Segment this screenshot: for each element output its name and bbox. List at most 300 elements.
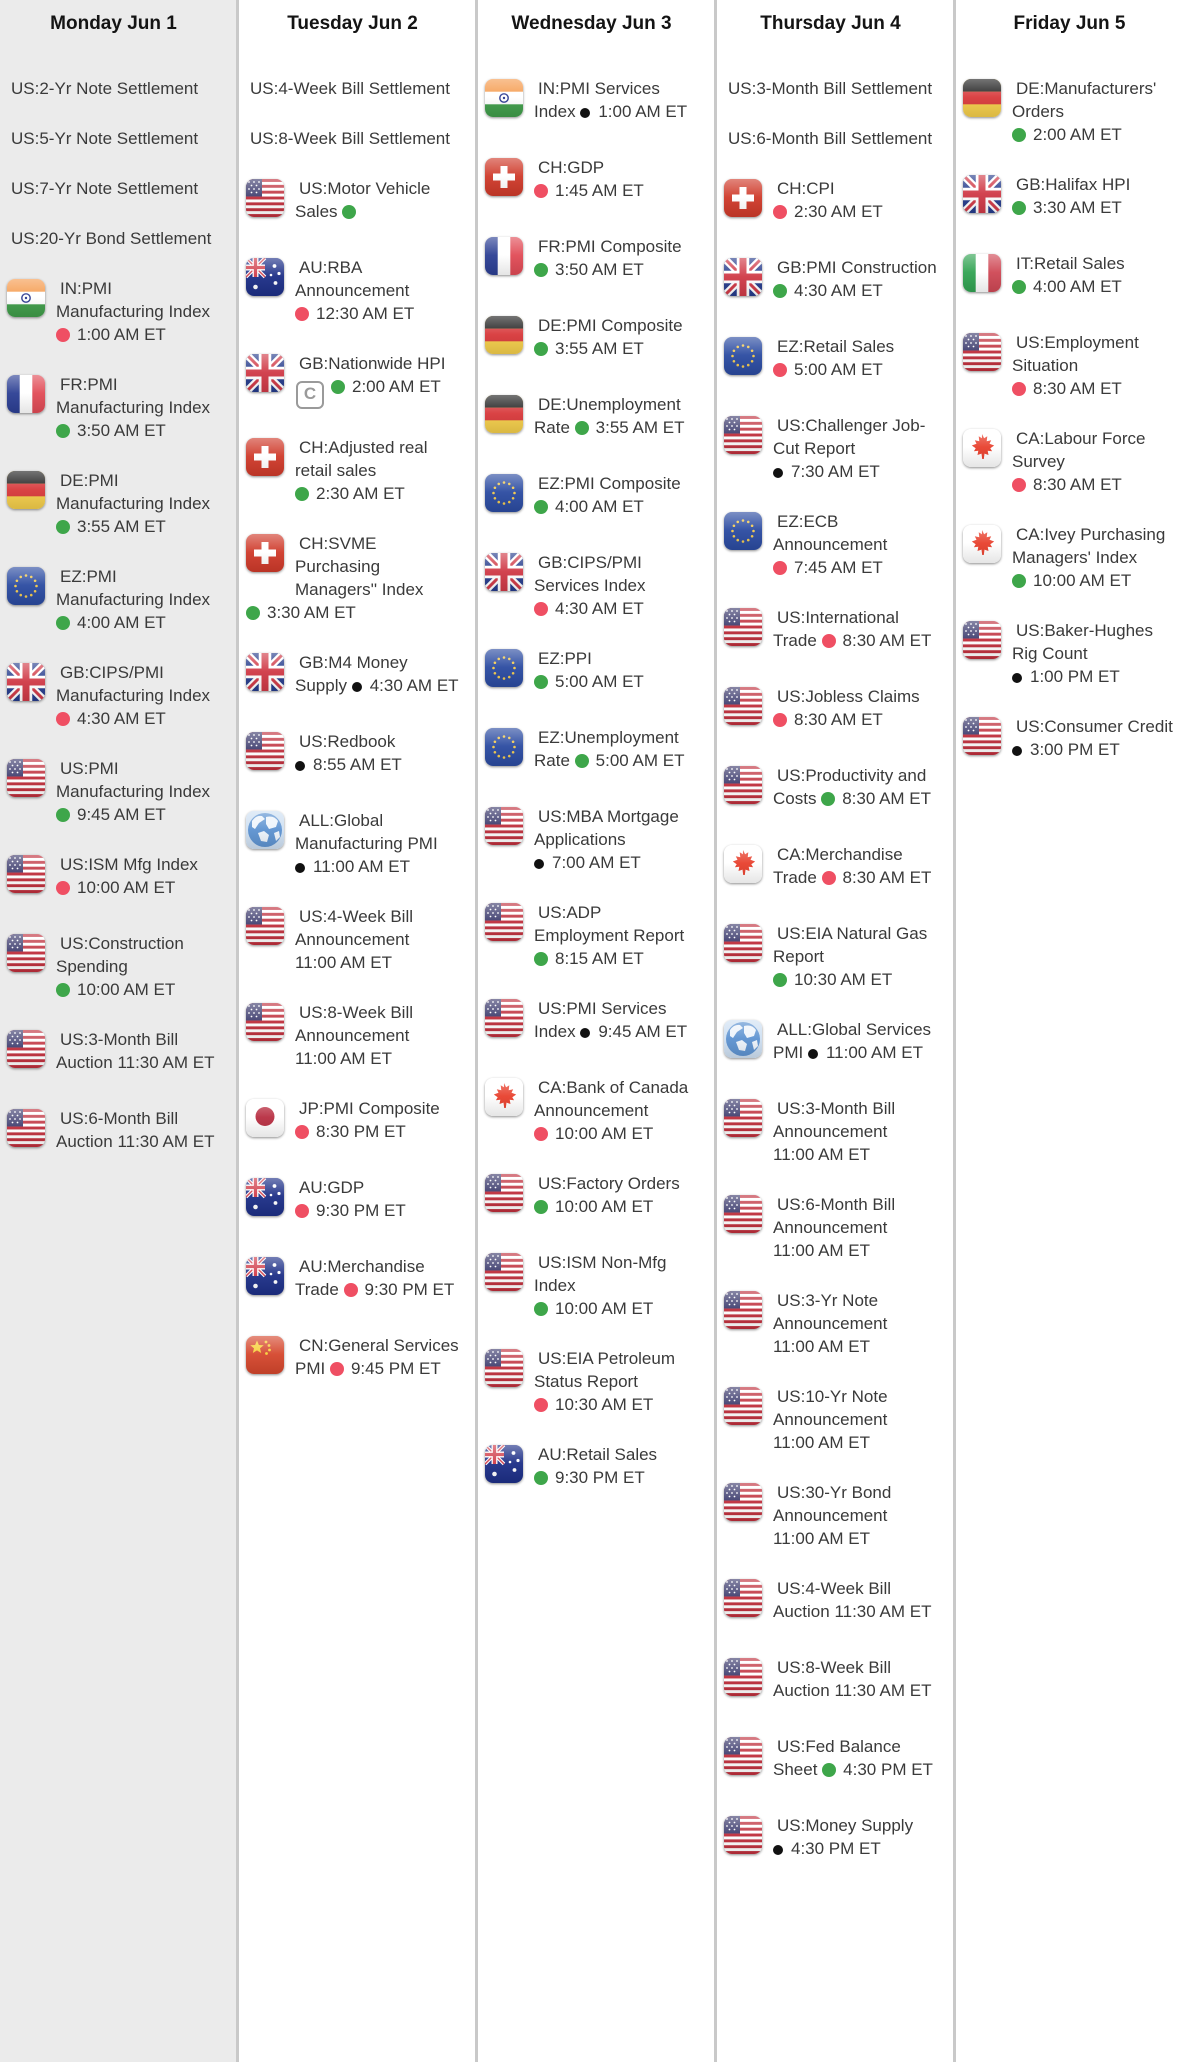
event-row[interactable] <box>7 1028 220 1080</box>
event-time: 11:00 AM ET <box>773 1529 871 1548</box>
event-time: 2:30 AM ET <box>295 484 405 503</box>
event-row[interactable] <box>485 393 698 445</box>
event-time: 10:30 AM ET <box>534 1395 653 1414</box>
release-red-dot-icon <box>773 713 787 727</box>
event-row[interactable] <box>7 757 220 826</box>
event-time: 4:30 AM ET <box>773 281 883 300</box>
flag-us-icon <box>724 416 762 454</box>
event-row[interactable] <box>724 685 937 737</box>
release-green-dot-icon <box>295 487 309 501</box>
event-row[interactable] <box>724 77 937 100</box>
event-row[interactable] <box>724 1735 937 1787</box>
flag-us-icon <box>485 807 523 845</box>
release-green-dot-icon <box>534 1200 548 1214</box>
event-row[interactable] <box>485 551 698 620</box>
release-red-dot-icon <box>822 871 836 885</box>
event-time: 3:30 AM ET <box>246 603 356 622</box>
event-time: 11:00 AM ET <box>773 1337 871 1356</box>
event-title: DE:PMI Manufacturing Index <box>56 471 211 513</box>
event-title: US:PMI Manufacturing Index <box>56 759 211 801</box>
event-title: US:7-Yr Note Settlement <box>11 179 199 198</box>
event-time: 8:15 AM ET <box>534 949 644 968</box>
release-green-dot-icon <box>534 342 548 356</box>
event-title: US:5-Yr Note Settlement <box>11 129 199 148</box>
flag-us-icon <box>7 1109 45 1147</box>
event-row[interactable] <box>246 1255 459 1307</box>
flag-us-icon <box>724 1816 762 1854</box>
release-green-dot-icon <box>56 520 70 534</box>
event-row[interactable] <box>963 331 1176 400</box>
event-time: 2:30 AM ET <box>773 202 883 221</box>
event-title: CA:Ivey Purchasing Managers' Index <box>1012 525 1166 567</box>
flag-all-icon <box>724 1020 762 1058</box>
flag-us-icon <box>724 1291 762 1329</box>
event-row[interactable] <box>724 1656 937 1708</box>
flag-us-icon <box>485 1174 523 1212</box>
event-time: 9:45 AM ET <box>56 805 166 824</box>
event-title: GB:Halifax HPI <box>1016 175 1131 194</box>
flag-au-icon <box>246 1257 284 1295</box>
event-row[interactable] <box>724 1577 937 1629</box>
event-title: GB:CIPS/PMI Services Index <box>534 553 646 595</box>
release-black-dot-icon <box>295 863 305 873</box>
event-row[interactable] <box>963 523 1176 592</box>
event-title: US:Fed Balance Sheet <box>773 1737 901 1779</box>
day-column-monday <box>0 0 239 2062</box>
flag-us-icon <box>724 608 762 646</box>
event-title: DE:Unemployment Rate <box>534 395 681 437</box>
flag-us-icon <box>246 1003 284 1041</box>
event-title: US:Jobless Claims <box>777 687 920 706</box>
release-red-dot-icon <box>295 1125 309 1139</box>
day-column-wednesday <box>478 0 717 2062</box>
event-row[interactable] <box>246 127 459 150</box>
release-green-dot-icon <box>821 792 835 806</box>
event-row[interactable] <box>724 843 937 895</box>
flag-all-icon <box>246 811 284 849</box>
flag-ch-icon <box>246 438 284 476</box>
flag-us-icon <box>246 732 284 770</box>
event-title: EZ:Unemployment Rate <box>534 728 679 770</box>
event-title: EZ:PPI <box>538 649 592 668</box>
flag-ca-icon <box>724 845 762 883</box>
event-title: US:Consumer Credit <box>1016 717 1173 736</box>
event-row[interactable] <box>246 730 459 782</box>
event-title: US:ISM Mfg Index <box>60 855 198 874</box>
event-row[interactable] <box>7 932 220 1001</box>
flag-de-icon <box>7 471 45 509</box>
event-row[interactable] <box>724 127 937 150</box>
event-time: 11:30 AM ET <box>834 1681 932 1700</box>
event-row[interactable] <box>724 510 937 579</box>
event-row[interactable] <box>246 436 459 505</box>
flag-us-icon <box>485 1253 523 1291</box>
day-header: Wednesday Jun 3 <box>511 13 672 34</box>
flag-us-icon <box>7 855 45 893</box>
event-time: 11:30 AM ET <box>117 1053 215 1072</box>
event-row[interactable] <box>7 565 220 634</box>
release-green-dot-icon <box>822 1763 836 1777</box>
event-time: 3:30 AM ET <box>1012 198 1122 217</box>
event-time: 9:45 AM ET <box>580 1022 687 1041</box>
event-row[interactable] <box>246 1097 459 1149</box>
event-row[interactable] <box>724 177 937 229</box>
event-time: 2:00 AM ET <box>331 377 441 396</box>
event-title: AU:GDP <box>299 1178 364 1197</box>
event-row[interactable] <box>246 1176 459 1228</box>
event-time: 3:50 AM ET <box>56 421 166 440</box>
event-row[interactable] <box>724 1385 937 1454</box>
release-black-dot-icon <box>808 1049 818 1059</box>
flag-fr-icon <box>485 237 523 275</box>
event-time: 4:30 AM ET <box>352 676 459 695</box>
event-title: IT:Retail Sales <box>1016 254 1125 273</box>
flag-it-icon <box>963 254 1001 292</box>
flag-us-icon <box>485 999 523 1037</box>
event-row[interactable] <box>246 256 459 325</box>
flag-de-icon <box>485 395 523 433</box>
event-title: US:EIA Petroleum Status Report <box>534 1349 676 1391</box>
event-title: GB:PMI Construction <box>777 258 937 277</box>
event-row[interactable] <box>485 1443 698 1495</box>
release-green-dot-icon <box>534 263 548 277</box>
release-green-dot-icon <box>342 205 356 219</box>
release-green-dot-icon <box>1012 128 1026 142</box>
event-row[interactable] <box>7 77 220 100</box>
event-row[interactable] <box>724 414 937 483</box>
flag-ch-icon <box>246 534 284 572</box>
event-row[interactable] <box>724 1289 937 1358</box>
release-black-dot-icon <box>773 1845 783 1855</box>
event-row[interactable] <box>246 532 459 624</box>
release-green-dot-icon <box>1012 280 1026 294</box>
event-title: US:3-Month Bill Settlement <box>728 79 933 98</box>
event-title: ALL:Global Manufacturing PMI <box>295 811 438 853</box>
event-title: US:MBA Mortgage Applications <box>534 807 679 849</box>
event-row[interactable] <box>724 1481 937 1550</box>
event-title: CA:Labour Force Survey <box>1012 429 1146 471</box>
event-title: GB:Nationwide HPI <box>299 354 446 373</box>
flag-au-icon <box>246 1178 284 1216</box>
flag-gb-icon <box>7 663 45 701</box>
event-time: 10:00 AM ET <box>1012 571 1131 590</box>
flag-us-icon <box>963 333 1001 371</box>
event-row[interactable] <box>485 1251 698 1320</box>
day-header: Friday Jun 5 <box>1013 13 1126 34</box>
flag-us-icon <box>7 1030 45 1068</box>
event-time: 4:30 AM ET <box>56 709 166 728</box>
event-title: EZ:PMI Manufacturing Index <box>56 567 211 609</box>
event-row[interactable] <box>963 427 1176 496</box>
flag-cn-icon <box>246 1336 284 1374</box>
flag-in-icon <box>485 79 523 117</box>
event-row[interactable] <box>724 606 937 658</box>
release-green-dot-icon <box>56 983 70 997</box>
event-row[interactable] <box>7 661 220 730</box>
event-time: 8:30 PM ET <box>295 1122 406 1141</box>
event-time: 11:00 AM ET <box>295 857 410 876</box>
event-title: CN:General Services PMI <box>295 1336 459 1378</box>
event-row[interactable] <box>7 469 220 538</box>
event-time: 3:55 AM ET <box>534 339 644 358</box>
event-title: CH:CPI <box>777 179 835 198</box>
event-title: US:Motor Vehicle Sales <box>295 179 431 221</box>
event-row[interactable] <box>485 1172 698 1224</box>
flag-us-icon <box>724 766 762 804</box>
event-time: 9:45 PM ET <box>330 1359 441 1378</box>
event-title: US:Construction Spending <box>56 934 184 976</box>
flag-au-icon <box>485 1445 523 1483</box>
flag-gb-icon <box>246 354 284 392</box>
event-row[interactable] <box>724 764 937 816</box>
day-header: Thursday Jun 4 <box>760 13 901 34</box>
event-row[interactable] <box>963 77 1176 146</box>
event-row[interactable] <box>246 1001 459 1070</box>
event-time: 11:00 AM ET <box>295 1049 393 1068</box>
event-title: AU:Merchandise Trade <box>295 1257 425 1299</box>
flag-us-icon <box>724 687 762 725</box>
release-green-dot-icon <box>534 1302 548 1316</box>
event-row[interactable] <box>485 156 698 208</box>
flag-au-icon <box>246 258 284 296</box>
event-time: 4:30 PM ET <box>773 1839 881 1858</box>
event-time: 11:30 AM ET <box>834 1602 932 1621</box>
event-time: 11:00 AM ET <box>808 1043 923 1062</box>
flag-us-icon <box>724 1737 762 1775</box>
flag-ca-icon <box>963 525 1001 563</box>
release-red-dot-icon <box>773 363 787 377</box>
release-black-dot-icon <box>352 682 362 692</box>
event-title: US:10-Yr Note Announcement <box>773 1387 888 1429</box>
release-green-dot-icon <box>575 754 589 768</box>
event-title: IN:PMI Services Index <box>534 79 660 121</box>
event-row[interactable] <box>724 1814 937 1866</box>
event-row[interactable] <box>246 352 459 409</box>
release-red-dot-icon <box>330 1362 344 1376</box>
event-time: 10:00 AM ET <box>534 1124 653 1143</box>
event-title: EZ:Retail Sales <box>777 337 895 356</box>
event-row[interactable] <box>724 1018 937 1070</box>
event-title: DE:PMI Composite <box>538 316 683 335</box>
flag-us-icon <box>963 621 1001 659</box>
event-row[interactable] <box>246 905 459 974</box>
event-row[interactable] <box>963 173 1176 225</box>
event-time: 9:30 PM ET <box>295 1201 406 1220</box>
flag-eu-icon <box>724 512 762 550</box>
flag-fr-icon <box>7 375 45 413</box>
release-green-dot-icon <box>534 675 548 689</box>
event-time <box>342 202 363 221</box>
flag-us-icon <box>724 1195 762 1233</box>
event-row[interactable] <box>485 647 698 699</box>
flag-eu-icon <box>485 474 523 512</box>
event-row[interactable] <box>724 1193 937 1262</box>
event-row[interactable] <box>485 1347 698 1416</box>
flag-us-icon <box>7 934 45 972</box>
event-time: 8:30 AM ET <box>1012 475 1122 494</box>
release-red-dot-icon <box>773 561 787 575</box>
event-title: ALL:Global Services PMI <box>773 1020 932 1062</box>
release-red-dot-icon <box>295 1204 309 1218</box>
event-row[interactable] <box>724 922 937 991</box>
event-title: FR:PMI Composite <box>538 237 682 256</box>
event-row[interactable] <box>724 335 937 387</box>
event-row[interactable] <box>7 277 220 346</box>
release-green-dot-icon <box>575 421 589 435</box>
flag-us-icon <box>724 1387 762 1425</box>
release-black-dot-icon <box>580 1028 590 1038</box>
event-row[interactable] <box>246 177 459 229</box>
flag-us-icon <box>724 1483 762 1521</box>
event-title: US:2-Yr Note Settlement <box>11 79 199 98</box>
release-red-dot-icon <box>295 307 309 321</box>
flag-us-icon <box>724 1099 762 1137</box>
release-green-dot-icon <box>246 606 260 620</box>
event-row[interactable] <box>485 472 698 524</box>
event-time: 10:00 AM ET <box>56 878 175 897</box>
event-row[interactable] <box>724 1097 937 1166</box>
event-title: US:3-Month Bill Announcement <box>773 1099 896 1141</box>
event-time: 4:30 PM ET <box>822 1760 933 1779</box>
event-time: 4:00 AM ET <box>1012 277 1122 296</box>
event-title: US:30-Yr Bond Announcement <box>773 1483 892 1525</box>
flag-ch-icon <box>724 179 762 217</box>
event-title: US:Challenger Job-Cut Report <box>773 416 926 458</box>
event-title: EZ:ECB Announcement <box>773 512 888 554</box>
event-row[interactable] <box>246 809 459 878</box>
release-red-dot-icon <box>534 1398 548 1412</box>
release-red-dot-icon <box>56 712 70 726</box>
event-time: 5:00 AM ET <box>773 360 883 379</box>
event-title: US:6-Month Bill Announcement <box>773 1195 896 1237</box>
event-title: US:8-Week Bill Announcement <box>295 1003 413 1045</box>
event-title: US:Productivity and Costs <box>773 766 927 808</box>
event-time: 8:30 AM ET <box>773 710 883 729</box>
event-row[interactable] <box>485 805 698 874</box>
flag-de-icon <box>963 79 1001 117</box>
event-time: 11:00 AM ET <box>295 953 393 972</box>
release-black-dot-icon <box>773 468 783 478</box>
event-time: 5:00 AM ET <box>575 751 685 770</box>
release-green-dot-icon <box>534 952 548 966</box>
event-time: 12:30 AM ET <box>295 304 414 323</box>
event-row[interactable] <box>485 77 698 129</box>
flag-gb-icon <box>724 258 762 296</box>
event-time: 7:00 AM ET <box>534 853 641 872</box>
event-row[interactable] <box>963 252 1176 304</box>
event-title: US:6-Month Bill Auction <box>56 1109 179 1151</box>
release-green-dot-icon <box>56 616 70 630</box>
event-title: US:20-Yr Bond Settlement <box>11 229 212 248</box>
release-red-dot-icon <box>534 184 548 198</box>
event-row[interactable] <box>7 227 220 250</box>
event-row[interactable] <box>246 77 459 100</box>
event-row[interactable] <box>246 651 459 703</box>
event-time: 8:55 AM ET <box>295 755 402 774</box>
event-time: 3:55 AM ET <box>575 418 685 437</box>
event-time: 11:00 AM ET <box>773 1241 871 1260</box>
flag-us-icon <box>246 179 284 217</box>
release-red-dot-icon <box>822 634 836 648</box>
event-title: US:3-Yr Note Announcement <box>773 1291 888 1333</box>
day-column-tuesday <box>239 0 478 2062</box>
event-title: CH:SVME Purchasing Managers'' Index <box>295 534 424 599</box>
event-time: 2:00 AM ET <box>1012 125 1122 144</box>
event-title: US:PMI Services Index <box>534 999 667 1041</box>
event-title: US:International Trade <box>773 608 899 650</box>
event-title: US:ADP Employment Report <box>534 903 685 945</box>
event-row[interactable] <box>7 177 220 200</box>
event-row[interactable] <box>7 1107 220 1159</box>
event-title: US:6-Month Bill Settlement <box>728 129 933 148</box>
event-title: GB:M4 Money Supply <box>295 653 408 695</box>
event-time: 8:30 AM ET <box>822 631 932 650</box>
consensus-icon: C <box>296 381 324 409</box>
event-title: US:Factory Orders <box>538 1174 680 1193</box>
day-header: Monday Jun 1 <box>50 13 177 34</box>
event-row[interactable] <box>7 853 220 905</box>
release-green-dot-icon <box>56 424 70 438</box>
event-row[interactable] <box>7 127 220 150</box>
event-title: IN:PMI Manufacturing Index <box>56 279 211 321</box>
event-row[interactable] <box>963 715 1176 767</box>
release-black-dot-icon <box>534 859 544 869</box>
release-green-dot-icon <box>1012 574 1026 588</box>
event-row[interactable] <box>724 256 937 308</box>
event-time: 1:00 AM ET <box>580 102 687 121</box>
event-row[interactable] <box>485 997 698 1049</box>
release-black-dot-icon <box>1012 673 1022 683</box>
flag-us-icon <box>485 1349 523 1387</box>
event-time: 10:00 AM ET <box>534 1299 653 1318</box>
event-row[interactable] <box>485 1076 698 1145</box>
event-title: US:8-Week Bill Settlement <box>250 129 450 148</box>
flag-ca-icon <box>963 429 1001 467</box>
event-row[interactable] <box>246 1334 459 1386</box>
event-row[interactable] <box>485 726 698 778</box>
event-title: CA:Bank of Canada Announcement <box>534 1078 689 1120</box>
event-title: EZ:PMI Composite <box>538 474 681 493</box>
event-time: 1:45 AM ET <box>534 181 644 200</box>
event-title: US:Money Supply <box>777 1816 914 1835</box>
release-green-dot-icon <box>331 380 345 394</box>
flag-jp-icon <box>246 1099 284 1137</box>
flag-in-icon <box>7 279 45 317</box>
event-title: FR:PMI Manufacturing Index <box>56 375 211 417</box>
event-row[interactable] <box>7 373 220 442</box>
event-row[interactable] <box>963 619 1176 688</box>
flag-us-icon <box>963 717 1001 755</box>
event-title: US:Redbook <box>299 732 396 751</box>
event-time: 10:30 AM ET <box>773 970 892 989</box>
event-row[interactable] <box>485 901 698 970</box>
event-title: US:8-Week Bill Auction <box>773 1658 891 1700</box>
event-time: 4:00 AM ET <box>56 613 166 632</box>
event-time: 3:00 PM ET <box>1012 740 1120 759</box>
event-title: DE:Manufacturers' Orders <box>1012 79 1157 121</box>
event-time: 1:00 AM ET <box>56 325 166 344</box>
day-header: Tuesday Jun 2 <box>287 13 418 34</box>
event-time: 3:55 AM ET <box>56 517 166 536</box>
flag-eu-icon <box>724 337 762 375</box>
event-row[interactable] <box>485 314 698 366</box>
event-row[interactable] <box>485 235 698 287</box>
release-green-dot-icon <box>534 1471 548 1485</box>
release-green-dot-icon <box>773 284 787 298</box>
event-time: 4:00 AM ET <box>534 497 644 516</box>
event-title: US:Employment Situation <box>1012 333 1139 375</box>
flag-us-icon <box>724 1658 762 1696</box>
